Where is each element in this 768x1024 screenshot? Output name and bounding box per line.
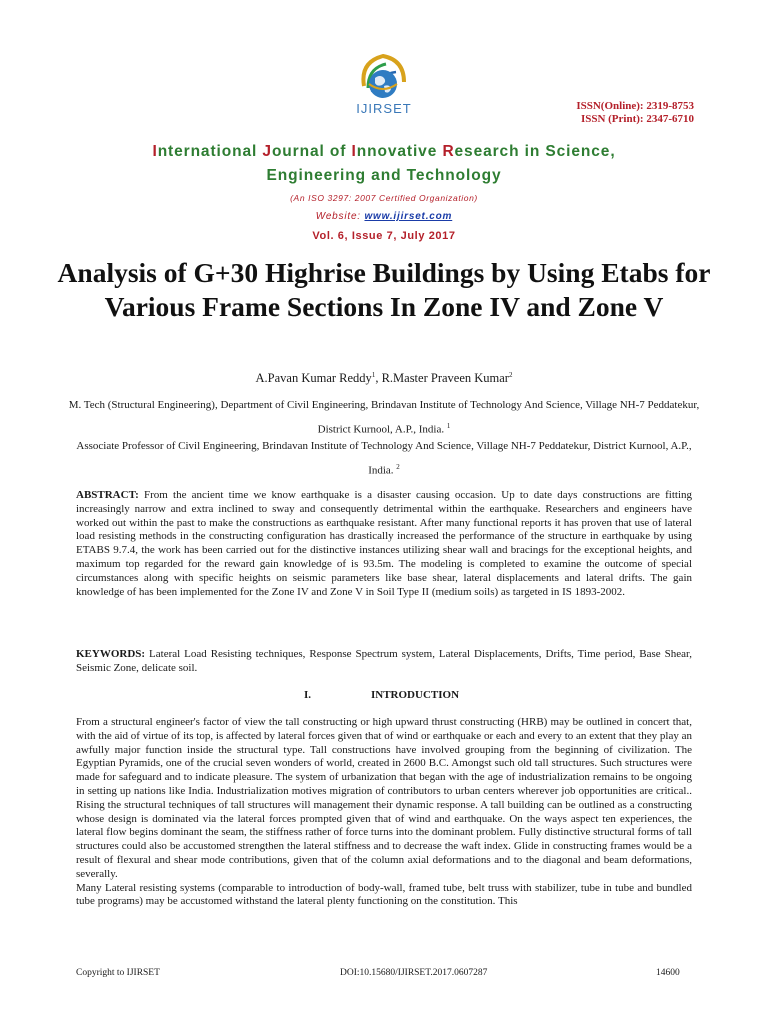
journal-word: ournal of [271, 143, 352, 160]
journal-word: esearch in Science, [454, 143, 616, 160]
volume-issue: Vol. 6, Issue 7, July 2017 [312, 230, 456, 242]
journal-initial: R [442, 143, 455, 160]
paper-title: Analysis of G+30 Highrise Buildings by Using Etabs for Various Frame Sections In Zone IV and Zone V [57, 257, 711, 322]
intro-paragraph-2: Many Lateral resisting systems (comparable to introduction of body-wall, framed tube, belt truss with stabilizer, tube in tube and bundled tube programs) may be accustomed withstand the lateral plenty functioning on the constitution. This [76, 881, 692, 908]
journal-initial: I [351, 143, 357, 160]
author-name: A.Pavan Kumar Reddy [255, 371, 372, 386]
author-name: R.Master Praveen Kumar [381, 371, 509, 386]
journal-word: nnovative [356, 143, 443, 160]
journal-line-1 [60, 140, 708, 164]
issn-print: ISSN (Print): 2347-6710 [580, 113, 694, 125]
journal-initial: J [262, 143, 272, 160]
journal-word: nternational [157, 143, 263, 160]
journal-line-2: Engineering and Technology [266, 167, 502, 184]
abstract [76, 489, 692, 599]
issn-block [576, 100, 694, 126]
footer-copyright: Copyright to IJIRSET [76, 968, 160, 978]
author-separator: , [375, 371, 382, 386]
section-title: INTRODUCTION [371, 689, 460, 701]
keywords-label: KEYWORDS: [76, 648, 146, 660]
introduction-body [76, 716, 692, 909]
abstract-text: From the ancient time we know earthquake is a disaster causing occasion. Up to date days constructions are fitting increasingly narrow and extra inclined to sway and consequently detrimental within the earthquake. Researchers and engineers have worked out within the past to make the constructions as earthquake resistant. After many functional reports it has proven that use of lateral load resisting methods in the constructing configuration has drastically increased the performance of the structure in earthquake by using ETABS 9.7.4, the work has been carried out for the distinctive instances utilizing shear wall and bracings for the exceptional heights, and maximum top regarded for the reward gain knowledge of is 93.5m. The modeling is completed to examine the outcome of special circumstances along with specific heights on seismic parameters like base shear, lateral displacements and lateral drifts. The gain knowledge of has been implemented for the Zone IV and Zone V in Soil Type II (medium soils) as targeted in IS 1893-2002. [76, 489, 692, 598]
affiliation-1 [64, 395, 704, 441]
issn-online: ISSN(Online): 2319-8753 [576, 100, 694, 112]
certification: (An ISO 3297: 2007 Certified Organization) [290, 193, 478, 203]
affiliation-superscript: 1 [446, 422, 451, 430]
journal-initial: I [152, 143, 158, 160]
affiliation-superscript: 2 [396, 463, 400, 471]
footer-page-number: 14600 [656, 968, 680, 978]
journal-name [60, 140, 708, 188]
website-label: Website: [315, 211, 365, 222]
footer-doi: DOI:10.15680/IJIRSET.2017.0607287 [340, 968, 488, 978]
section-number: I. [304, 689, 312, 701]
authors [60, 371, 708, 386]
website-link[interactable]: www.ijirset.com [364, 211, 453, 222]
affiliation-text: M. Tech (Structural Engineering), Department of Civil Engineering, Brindavan Institute of Technology And Science, Village NH-7 Peddatekur, District Kurnool, A.P., India. [68, 399, 700, 436]
affiliation-text: Associate Professor of Civil Engineering, Brindavan Institute of Technology And Science, Village NH-7 Peddatekur, District Kurnool, A.P., India. [76, 440, 692, 477]
keywords-text: Lateral Load Resisting techniques, Response Spectrum system, Lateral Displacements, Drifts, Time period, Base Shear, Seismic Zone, delicate soil. [76, 648, 692, 674]
keywords [76, 648, 692, 676]
intro-paragraph-1: From a structural engineer's factor of view the tall constructing or high upward thrust constructing (HRB) may be outlined in concert that, with the aid of virtue of its top, is affected by lateral forces given that of wind or earthquake or each and every to an extent that they play an awfully major function inside the structural type. Tall constructions have involved grouping from the beginning of civilization. The Egyptian Pyramids, one of the crucial seven wonders of world, created in 2600 B.C. Amongst such old tall structures. Such structures were made for safeguard and to indicate pleasure. The system of urbanization that began with the age of industrialization remains to be ongoing in setting up nations like India. Industrialization motives migration of contributors to urban centers wherever job opportunities are critical.. Rising the structural techniques of tall structures will management their dynamic response. A tall building can be outlined as a constructing whose design is dominated via the lateral forces prompted given that of wind and earthquake. On the ways aspect ten experiences, the lateral flow begins dominant the seam, the stiffness rather of force turns into the dominant problem. Fully distinctive structural forms of tall structures could also be accustomed strengthen the lateral stiffness and to decrease the waft index. Glide in constructing frames would be a result of flexural and shear mode contributions, given that of the column axial deformations and to the diagonal and beam deformations, severally. [76, 716, 692, 880]
affiliation-2 [64, 436, 704, 482]
abstract-label: ABSTRACT: [76, 489, 139, 501]
website-line [60, 211, 708, 222]
author-superscript: 2 [508, 371, 513, 379]
logo-text: IJIRSET [356, 101, 412, 116]
author-superscript: 1 [371, 371, 376, 379]
